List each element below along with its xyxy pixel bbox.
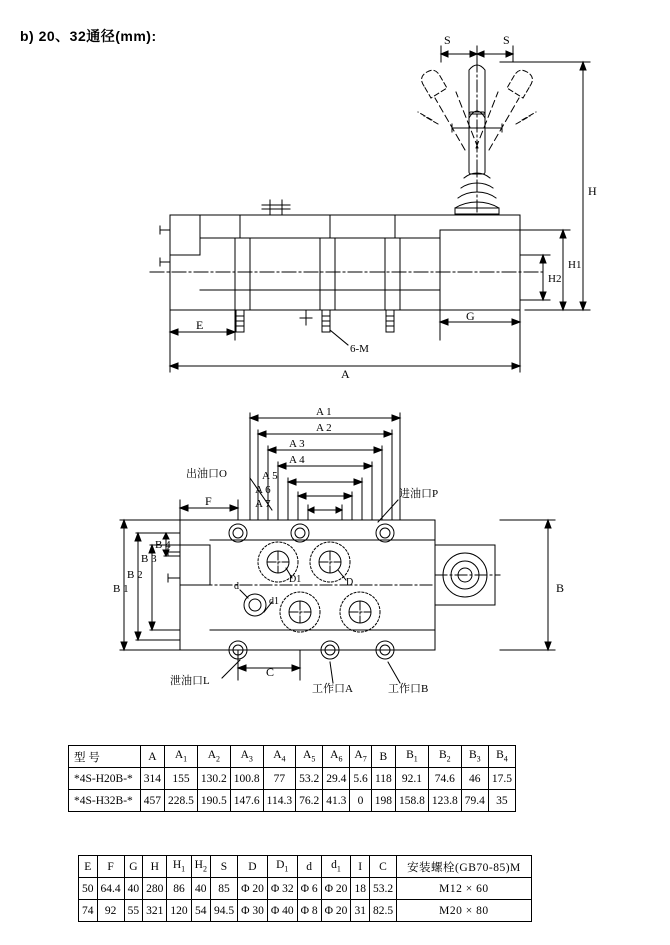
cell-value: 314	[140, 768, 164, 790]
cell-value: 77	[263, 768, 295, 790]
label-dim-B4: B 4	[155, 539, 171, 551]
cell-model: *4S-H32B-*	[69, 790, 141, 812]
label-dim-d1: d1	[269, 596, 279, 607]
label-dim-F: F	[205, 494, 212, 508]
cell-value: 198	[371, 790, 395, 812]
header-cell: H	[143, 856, 167, 878]
cell-value: 54	[191, 900, 210, 922]
label-dim-B2: B 2	[127, 569, 143, 581]
label-dim-B3: B 3	[141, 553, 157, 565]
label-dim-B: B	[556, 581, 565, 595]
cell-value: 74.6	[428, 768, 461, 790]
table-row	[79, 900, 532, 922]
label-port-L: 泄油口L	[170, 675, 210, 687]
label-port-O: 出油口O	[186, 468, 227, 480]
header-cell: $B_1$	[395, 746, 428, 768]
header-cell: G	[124, 856, 143, 878]
cell-value: 321	[143, 900, 167, 922]
cell-value: 17.5	[488, 768, 515, 790]
cell-value: 5.6	[350, 768, 371, 790]
cell-value: 118	[371, 768, 395, 790]
cell-value: Φ 6	[297, 878, 321, 900]
header-cell: $H_2$	[191, 856, 210, 878]
cell-value: 55	[124, 900, 143, 922]
label-dim-S-right: S	[503, 33, 510, 47]
cell-value: 130.2	[197, 768, 230, 790]
cell-value: Φ 8	[297, 900, 321, 922]
header-cell: $d_1$	[321, 856, 351, 878]
header-cell: $B_3$	[461, 746, 488, 768]
cell-value: 85	[210, 878, 237, 900]
label-dim-A1: A 1	[316, 406, 332, 418]
header-cell: $B_2$	[428, 746, 461, 768]
label-dim-A5: A 5	[262, 470, 278, 482]
cell-value: 35	[488, 790, 515, 812]
header-cell: D	[238, 856, 268, 878]
cell-value: 18	[351, 878, 370, 900]
label-dim-A7: A 7	[255, 498, 271, 510]
cell-value: 457	[140, 790, 164, 812]
header-cell: $A_5$	[296, 746, 323, 768]
label-dim-G: G	[466, 309, 475, 323]
cell-value: 123.8	[428, 790, 461, 812]
label-dim-B1: B 1	[113, 583, 129, 595]
label-dim-D1: D1	[289, 574, 302, 585]
cell-value: 228.5	[165, 790, 198, 812]
cell-value: 147.6	[230, 790, 263, 812]
cell-value: 94.5	[210, 900, 237, 922]
cell-value: 100.8	[230, 768, 263, 790]
table-row	[69, 790, 516, 812]
label-dim-D: D	[346, 577, 354, 588]
cell-value: 155	[165, 768, 198, 790]
cell-value: 76.2	[296, 790, 323, 812]
header-cell: $B_4$	[488, 746, 515, 768]
header-cell: 型 号	[69, 746, 141, 768]
label-dim-E: E	[196, 318, 204, 332]
cell-value: 0	[350, 790, 371, 812]
cell-value: 158.8	[395, 790, 428, 812]
header-cell: $A_6$	[323, 746, 350, 768]
table-row	[69, 768, 516, 790]
header-cell: S	[210, 856, 237, 878]
label-dim-C: C	[266, 665, 275, 679]
cell-bolt: M12 × 60	[397, 878, 532, 900]
cell-value: 41.3	[323, 790, 350, 812]
label-dim-A2: A 2	[316, 422, 332, 434]
header-cell: d	[297, 856, 321, 878]
cell-value: 114.3	[263, 790, 295, 812]
cell-value: 190.5	[197, 790, 230, 812]
header-cell: C	[369, 856, 396, 878]
header-cell: B	[371, 746, 395, 768]
cell-value: 86	[167, 878, 191, 900]
cell-value: 120	[167, 900, 191, 922]
label-dim-A4: A 4	[289, 454, 305, 466]
dimension-table-sub	[78, 855, 532, 922]
header-cell: $A_3$	[230, 746, 263, 768]
cell-value: Φ 30	[238, 900, 268, 922]
cell-value: Φ 20	[321, 878, 351, 900]
header-cell: E	[79, 856, 98, 878]
cell-value: 29.4	[323, 768, 350, 790]
header-cell: $D_1$	[267, 856, 297, 878]
label-dim-S-left: S	[444, 33, 451, 47]
cell-value: Φ 40	[267, 900, 297, 922]
header-cell-bolt: 安装螺栓(GB70-85)M	[397, 856, 532, 878]
cell-value: 79.4	[461, 790, 488, 812]
label-dim-A: A	[341, 367, 350, 381]
table-header-row	[69, 746, 516, 768]
label-port-P: 进油口P	[399, 488, 439, 500]
label-note-6M: 6-M	[350, 343, 369, 355]
cell-value: 40	[124, 878, 143, 900]
cell-value: 40	[191, 878, 210, 900]
cell-value: 53.2	[369, 878, 396, 900]
cell-model: *4S-H20B-*	[69, 768, 141, 790]
table-header-row	[79, 856, 532, 878]
cell-value: 92.1	[395, 768, 428, 790]
header-cell: $A_2$	[197, 746, 230, 768]
header-cell: $A_4$	[263, 746, 295, 768]
header-cell: $H_1$	[167, 856, 191, 878]
header-cell: F	[97, 856, 124, 878]
table-row	[79, 878, 532, 900]
cell-value: Φ 20	[321, 900, 351, 922]
dimension-table-main	[68, 745, 516, 812]
label-dim-A3: A 3	[289, 438, 305, 450]
cell-bolt: M20 × 80	[397, 900, 532, 922]
label-dim-H: H	[588, 184, 597, 198]
cell-value: 50	[79, 878, 98, 900]
cell-value: 46	[461, 768, 488, 790]
header-cell: I	[351, 856, 370, 878]
cell-value: Φ 32	[267, 878, 297, 900]
header-cell: $A_7$	[350, 746, 371, 768]
cell-value: Φ 20	[238, 878, 268, 900]
label-dim-H1: H1	[568, 259, 582, 271]
cell-value: 280	[143, 878, 167, 900]
label-dim-A6: A 6	[255, 484, 271, 496]
page-title: b) 20、32通径(mm):	[20, 28, 157, 44]
label-dim-H2: H2	[548, 273, 562, 285]
cell-value: 64.4	[97, 878, 124, 900]
header-cell: A	[140, 746, 164, 768]
label-port-A: 工作口A	[312, 683, 353, 695]
cell-value: 92	[97, 900, 124, 922]
header-cell: $A_1$	[165, 746, 198, 768]
cell-value: 82.5	[369, 900, 396, 922]
label-dim-d: d	[234, 581, 239, 592]
cell-value: 31	[351, 900, 370, 922]
cell-value: 74	[79, 900, 98, 922]
label-port-B: 工作口B	[388, 683, 429, 695]
cell-value: 53.2	[296, 768, 323, 790]
